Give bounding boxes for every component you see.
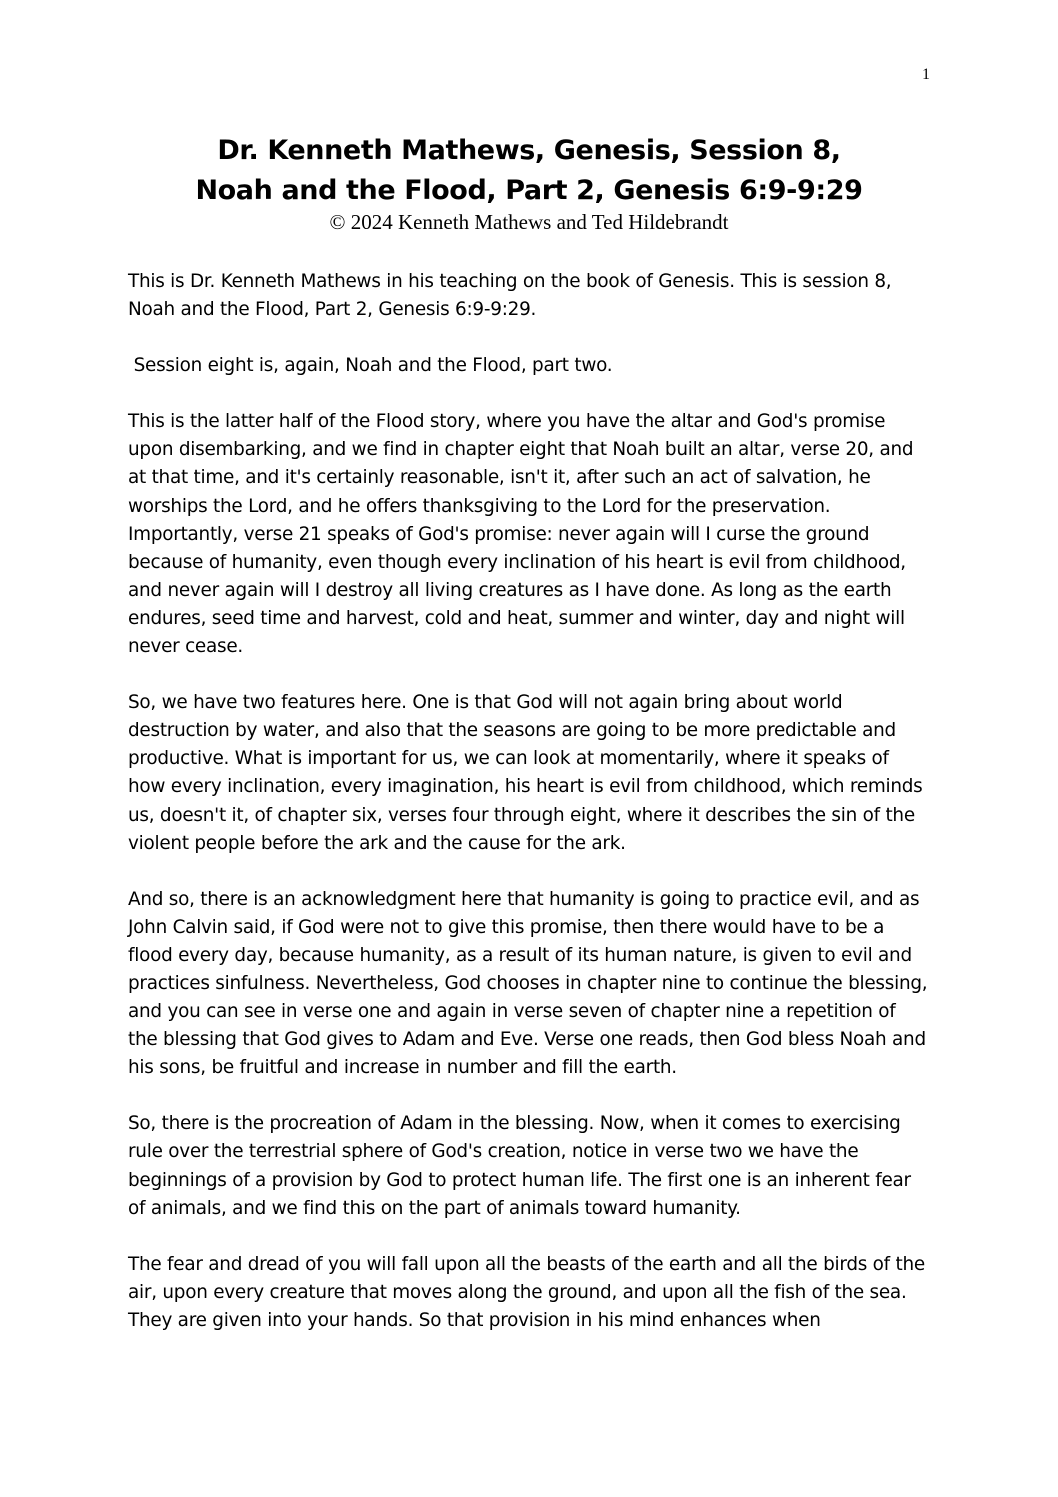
page-number: 1	[922, 66, 930, 83]
copyright-notice: © 2024 Kenneth Mathews and Ted Hildebrandt	[329, 210, 729, 234]
document-title-line-1: Dr. Kenneth Mathews, Genesis, Session 8,	[217, 135, 841, 166]
document-title-line-2: Noah and the Flood, Part 2, Genesis 6:9-9:29	[195, 175, 863, 206]
paragraph-two-features: So, we have two features here. One is that God will not again bring about world destruction by water, and also that the seasons are going to be more predictable and productive. What is important for us, we can look at momentarily, where it speaks of how every inclination, every imagination, his heart is evil from childhood, which reminds us, doesn't it, of chapter six, verses four through eight, where it describes the sin of the violent people before the ark and the cause for the ark.	[128, 692, 923, 854]
document-header	[0, 131, 1058, 235]
paragraph-acknowledgment: And so, there is an acknowledgment here that humanity is going to practice evil, and as John Calvin said, if God were not to give this promise, then there would have to be a flood every day, because humanity, as a result of its human nature, is given to evil and practices sinfulness. Nevertheless, God chooses in chapter nine to continue the blessing, and you can see in verse one and again in verse seven of chapter nine a repetition of the blessing that God gives to Adam and Eve. Verse one reads, then God bless Noah and his sons, be fruitful and increase in number and fill the earth.	[128, 888, 928, 1079]
paragraph-session-restatement: Session eight is, again, Noah and the Flood, part two.	[128, 355, 613, 377]
paragraph-intro: This is Dr. Kenneth Mathews in his teaching on the book of Genesis. This is session 8, Noah and the Flood, Part 2, Genesis 6:9-9:29.	[128, 271, 892, 321]
paragraph-fear-and-dread: The fear and dread of you will fall upon all the beasts of the earth and all the birds of the air, upon every creature that moves along the ground, and upon all the fish of the sea. They are given into your hands. So that provision in his mind enhances when	[128, 1253, 925, 1331]
paragraph-procreation: So, there is the procreation of Adam in the blessing. Now, when it comes to exercising rule over the terrestrial sphere of God's creation, notice in verse two we have the beginnings of a provision by God to protect human life. The first one is an inherent fear of animals, and we find this on the part of animals toward humanity.	[128, 1113, 911, 1219]
document-body	[128, 268, 930, 1363]
paragraph-altar-promise: This is the latter half of the Flood story, where you have the altar and God's promise upon disembarking, and we find in chapter eight that Noah built an altar, verse 20, and at that time, and it's certainly reasonable, isn't it, after such an act of salvation, he worships the Lord, and he offers thanksgiving to the Lord for the preservation. Importantly, verse 21 speaks of God's promise: never again will I curse the ground because of humanity, even though every inclination of his heart is evil from childhood, and never again will I destroy all living creatures as I have done. As long as the earth endures, seed time and harvest, cold and heat, summer and winter, day and night will never cease.	[128, 411, 914, 658]
